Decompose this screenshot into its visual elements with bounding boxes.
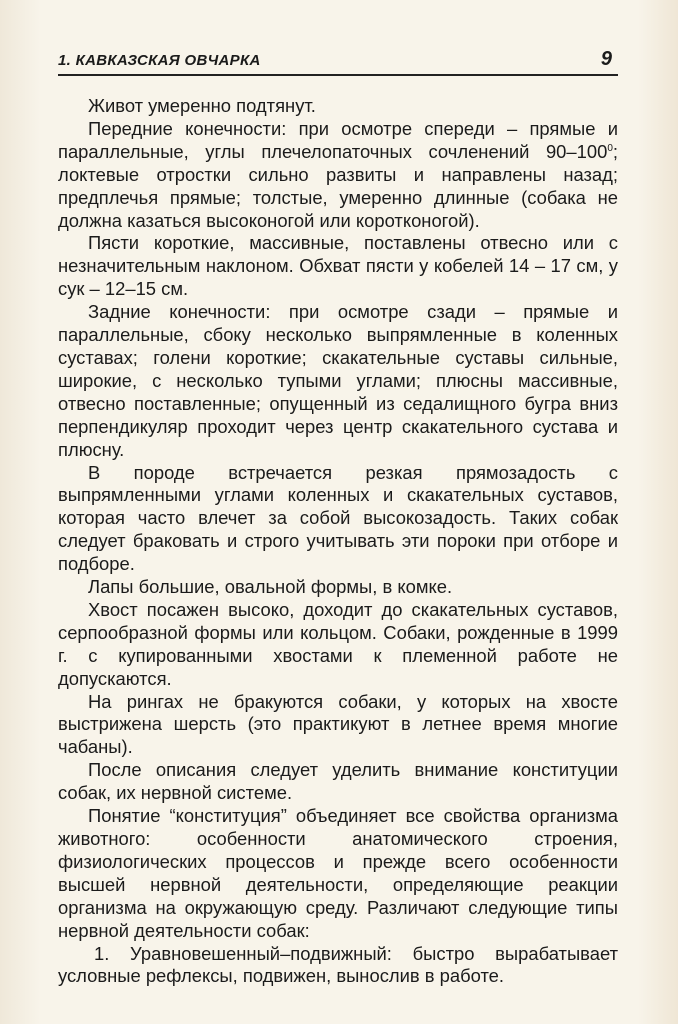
paragraph: Передние конечности: при осмотре спереди – прямые и параллельные, углы плечелопаточных сочленений $90-100^0$; локтевые отростки сильно развиты и направлены назад; предплечья прямые; толстые, умеренно длинные (собака не должна казаться высоконогой или коротконогой). bbox=[58, 117, 618, 231]
body-text bbox=[58, 95, 618, 988]
paragraph: Хвост посажен высоко, доходит до скакательных суставов, серпообразной формы или кольцом. Собаки, рожденные в 1999 г. с купированными хвостами к племенной работе не допускаются. bbox=[58, 598, 618, 689]
page-header bbox=[58, 48, 618, 76]
paragraph: Лапы большие, овальной формы, в комке. bbox=[88, 576, 453, 598]
paragraph: Живот умеренно подтянут. bbox=[88, 95, 316, 116]
running-title: 1. КАВКАЗСКАЯ ОВЧАРКА bbox=[58, 52, 261, 69]
list-item: 1. Уравновешенный–подвижный: быстро вырабатывает условные рефлексы, подвижен, вынослив в работе. bbox=[58, 942, 618, 987]
paragraph: Пясти короткие, массивные, поставлены отвесно или с незначительным наклоном. Обхват пясти у кобелей 14 – 17 см, у сук – 12–15 см. bbox=[58, 232, 618, 300]
degree-superscript: 0 bbox=[607, 142, 613, 154]
paragraph: В породе встречается резкая прямозадость с выпрямленными углами коленных и скакательных суставов, которая часто влечет за собой высокозадость. Таких собак следует браковать и строго учитывать эти пороки при отборе и подборе. bbox=[58, 461, 618, 575]
paragraph: После описания следует уделить внимание конституции собак, их нервной системе. bbox=[58, 759, 618, 804]
paragraph: Понятие “конституция” объединяет все свойства организма животного: особенности анатомического строения, физиологических процессов и прежде всего особенности высшей нервной деятельности, определяющие реакции организма на окружающую среду. Различают следующие типы нервной деятельности собак: bbox=[58, 805, 618, 941]
paragraph: На рингах не бракуются собаки, у которых на хвосте выстрижена шерсть (это практикуют в летнее время многие чабаны). bbox=[58, 690, 618, 758]
page-number: 9 bbox=[600, 48, 612, 70]
paragraph: Задние конечности: при осмотре сзади – прямые и параллельные, сбоку несколько выпрямленные в коленных суставах; голени короткие; скакательные суставы сильные, широкие, с несколько тупыми углами; плюсны массивные, отвесно поставленные; опущенный из седалищного бугра вниз перпендикуляр проходит через центр скакательного сустава и плюсну. bbox=[58, 301, 618, 460]
